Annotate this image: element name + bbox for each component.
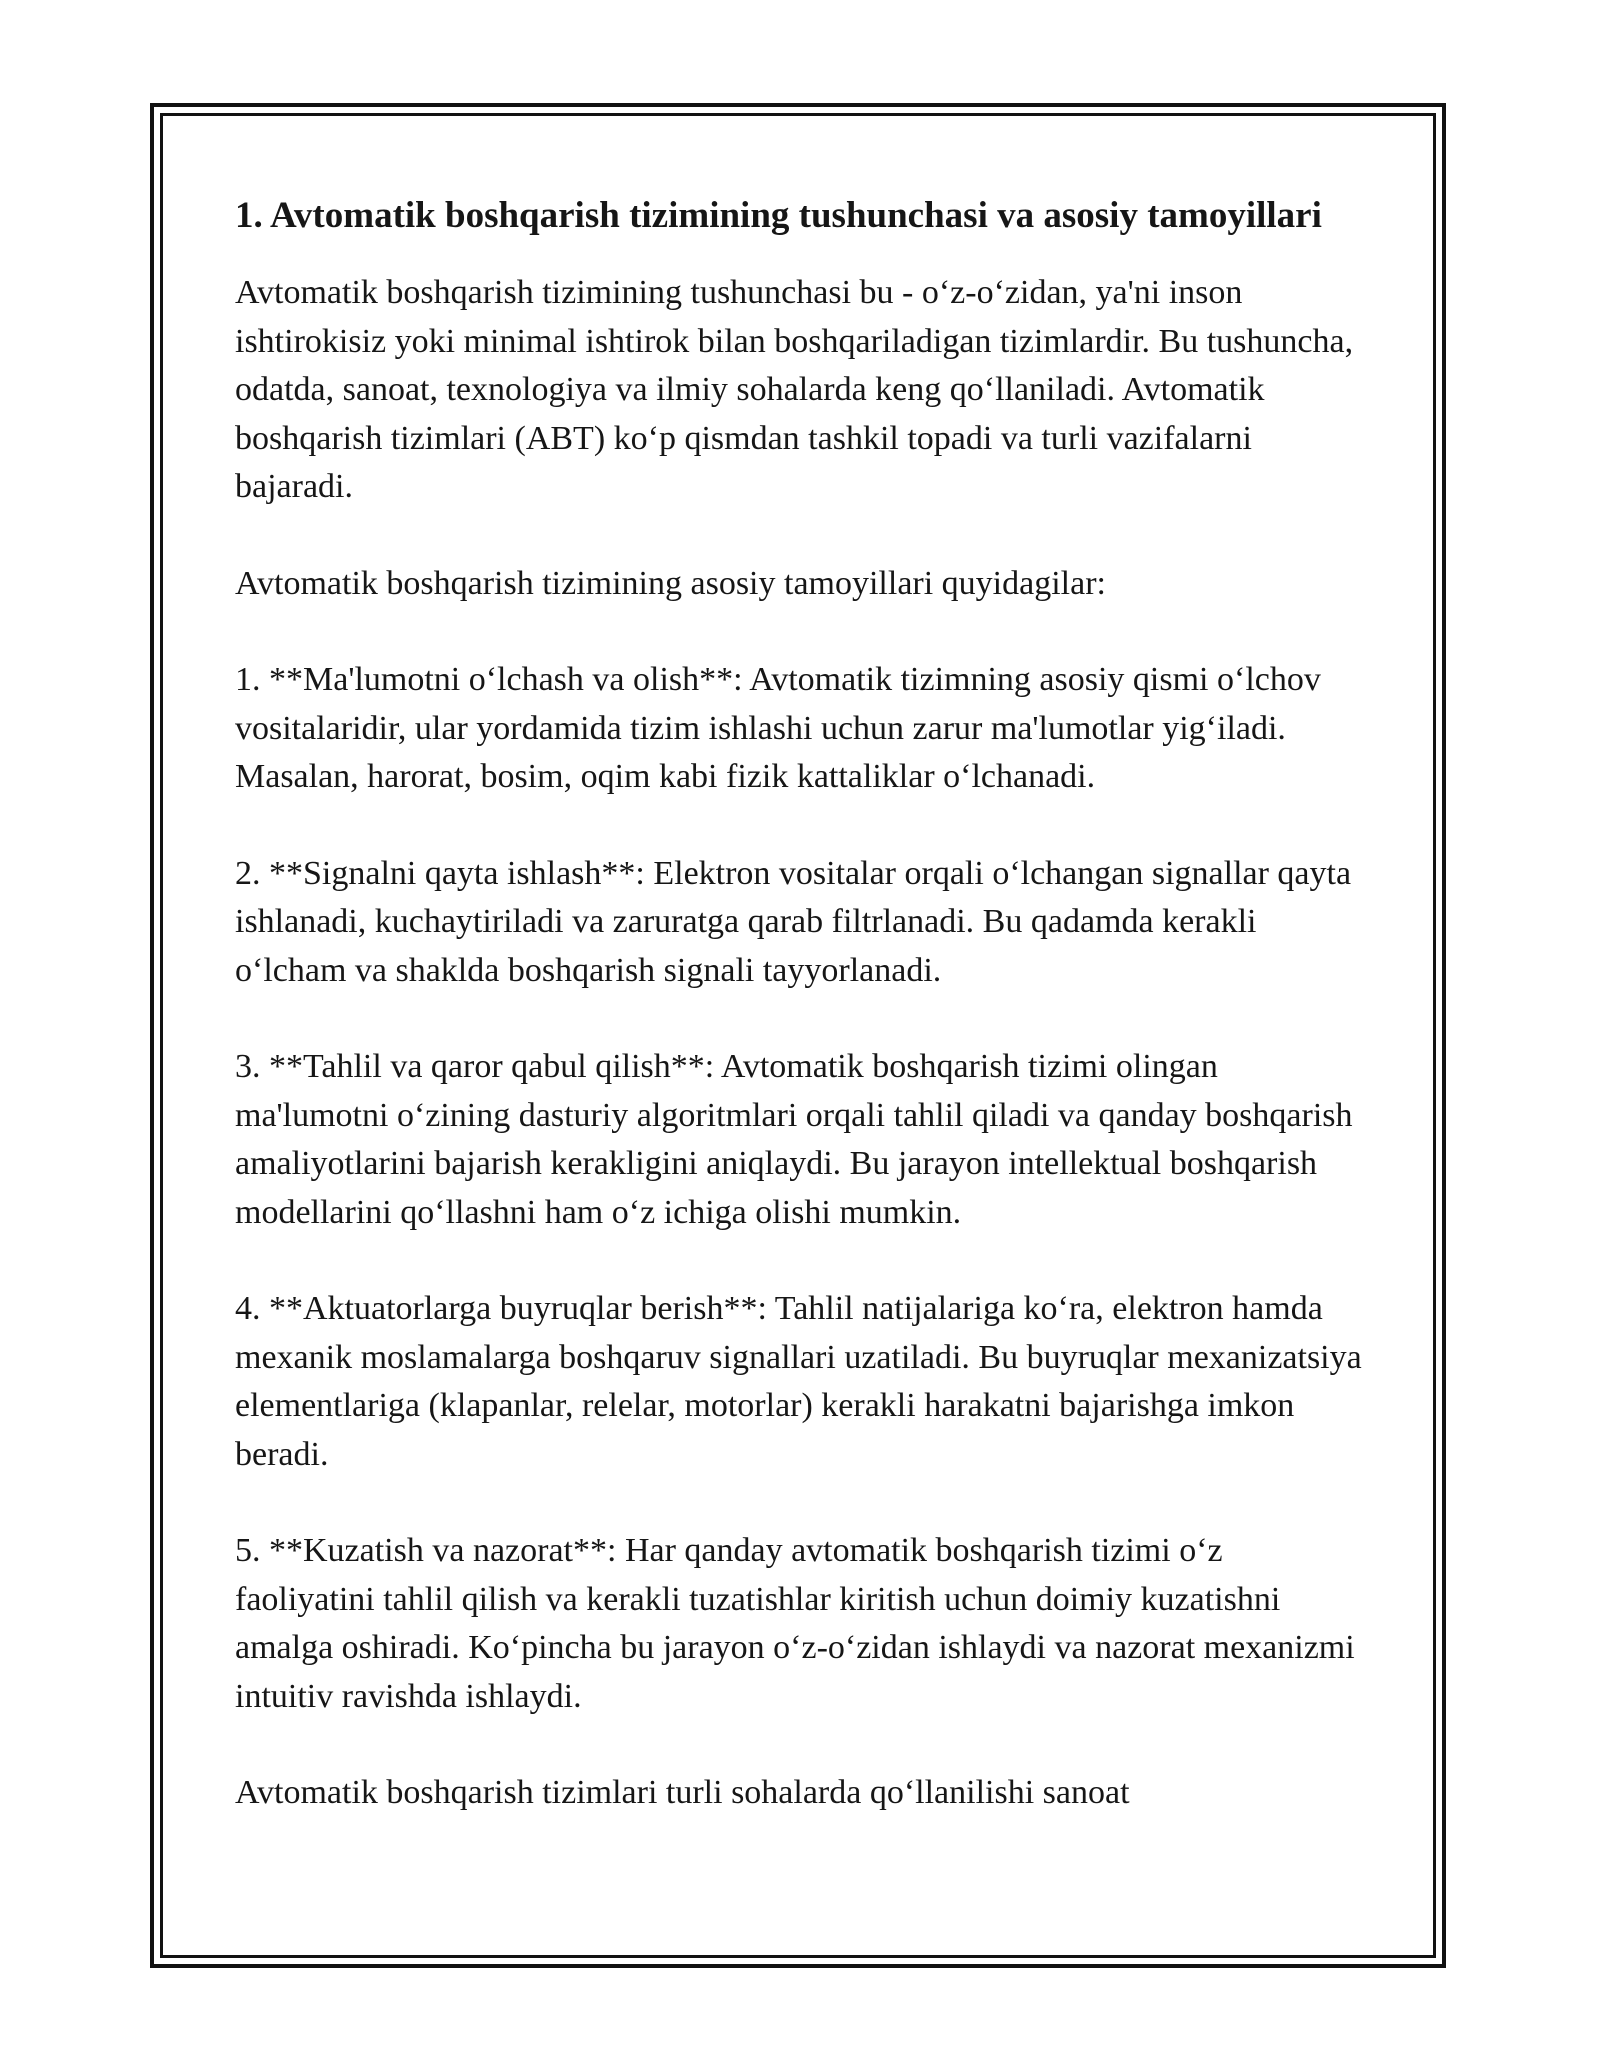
principles-lead-paragraph: Avtomatik boshqarish tizimining asosiy tamoyillari quyidagilar: <box>235 564 1106 602</box>
intro-paragraph: Avtomatik boshqarish tizimining tushunchasi bu - o‘z-o‘zidan, ya'ni inson ishtirokisiz yoki minimal ishtirok bilan boshqariladigan tizimlardir. Bu tushuncha, odatda, sanoat, texnologiya va ilmiy sohalarda keng qo‘llaniladi. Avtomatik boshqarish tizimlari (ABT) ko‘p qismdan tashkil topadi va turli vazifalarni bajaradi. <box>235 274 1354 505</box>
document-body <box>235 188 1365 1866</box>
principle-4-paragraph: 4. **Aktuatorlarga buyruqlar berish**: Tahlil natijalariga ko‘ra, elektron hamda mexanik moslamalarga boshqaruv signallari uzatiladi. Bu buyruqlar mexanizatsiya elementlariga (klapanlar, relelar, motorlar) kerakli harakatni bajarishga imkon beradi. <box>235 1290 1362 1473</box>
closing-paragraph: Avtomatik boshqarish tizimlari turli sohalarda qo‘llanilishi sanoat <box>235 1774 1130 1811</box>
principle-3-paragraph: 3. **Tahlil va qaror qabul qilish**: Avtomatik boshqarish tizimi olingan ma'lumotni o‘zining dasturiy algoritmlari orqali tahlil qiladi va qanday boshqarish amaliyotlarini bajarish kerakligini aniqlaydi. Bu jarayon intellektual boshqarish modellarini qo‘llashni ham o‘z ichiga olishi mumkin. <box>235 1048 1353 1231</box>
section-heading: 1. Avtomatik boshqarish tizimining tushunchasi va asosiy tamoyillari <box>235 195 1322 236</box>
principle-1-paragraph: 1. **Ma'lumotni o‘lchash va olish**: Avtomatik tizimning asosiy qismi o‘lchov vositalaridir, ular yordamida tizim ishlashi uchun zarur ma'lumotlar yig‘iladi. Masalan, harorat, bosim, oqim kabi fizik kattaliklar o‘lchanadi. <box>235 661 1321 795</box>
principle-5-paragraph: 5. **Kuzatish va nazorat**: Har qanday avtomatik boshqarish tizimi o‘z faoliyatini tahlil qilish va kerakli tuzatishlar kiritish uchun doimiy kuzatishni amalga oshiradi. Ko‘pincha bu jarayon o‘z-o‘zidan ishlaydi va nazorat mexanizmi intuitiv ravishda ishlaydi. <box>235 1532 1355 1715</box>
principle-2-paragraph: 2. **Signalni qayta ishlash**: Elektron vositalar orqali o‘lchangan signallar qayta ishlanadi, kuchaytiriladi va zaruratga qarab filtrlanadi. Bu qadamda kerakli o‘lcham va shaklda boshqarish signali tayyorlanadi. <box>235 854 1352 989</box>
